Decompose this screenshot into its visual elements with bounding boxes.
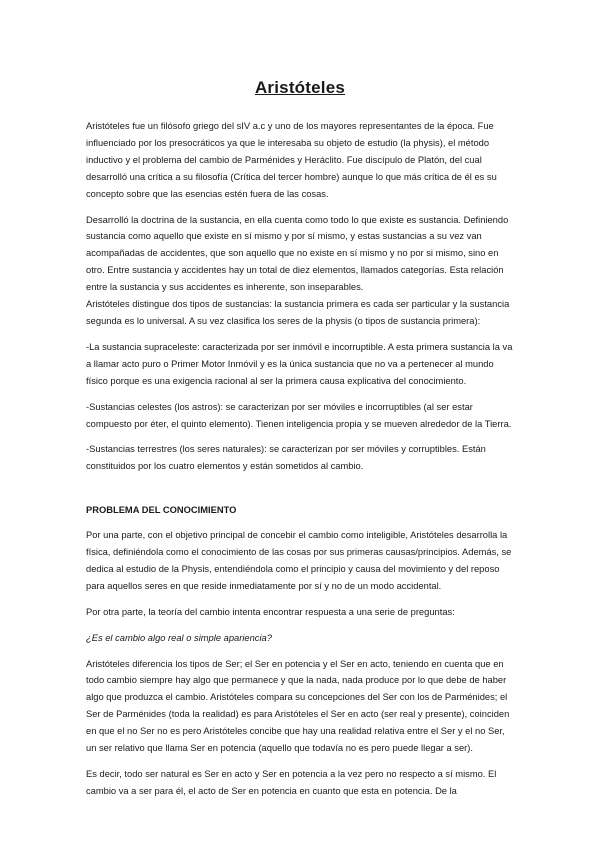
paragraph-supraceleste: -La sustancia supraceleste: caracterizada por ser inmóvil e incorruptible. A esta primera sustancia la va a llamar acto puro o Primer Motor Inmóvil y es la única sustancia que no va a pertenecer al mundo físico porque es una exigencia racional al ser la primera causa explicativa del conocimiento.	[86, 341, 513, 386]
paragraph-celestes: -Sustancias celestes (los astros): se caracterizan por ser móviles e incorruptibles (al ser estar compuesto por éter, el quinto elemento). Tienen inteligencia propia y se mueven alrededor de la Tierra.	[86, 401, 512, 429]
document-title: Aristóteles	[254, 78, 346, 97]
paragraph-ser-natural: Es decir, todo ser natural es Ser en acto y Ser en potencia a la vez pero no respecto a sí mismo. El cambio va a ser para él, el acto de Ser en potencia en cuanto que esta en potencia. De la	[86, 769, 497, 796]
section-heading: PROBLEMA DEL CONOCIMIENTO	[86, 505, 237, 516]
paragraph-teoria-cambio: Por otra parte, la teoría del cambio intenta encontrar respuesta a una serie de preguntas:	[86, 606, 455, 617]
paragraph-ser-potencia-acto: Aristóteles diferencia los tipos de Ser; el Ser en potencia y el Ser en acto, teniendo en cuenta que en todo cambio siempre hay algo que permanece y que la nada, nada produce por lo que debe de haber algo que produzca el cambio. Aristóteles compara su concepciones del Ser con los de Parménides; el Ser de Parménides (toda la realidad) es para Aristóteles el Ser en acto (ser real y presente), coinciden en que el no Ser no es pero Aristóteles concibe que hay una realidad relativa entre el Ser y el no Ser, un ser relativo que llama Ser en potencia (aquello que todavía no es pero puede llegar a ser).	[86, 658, 510, 754]
paragraph-intro: Aristóteles fue un filósofo griego del sIV a.c y uno de los mayores representantes de la época. Fue influenciado por los presocráticos ya que le interesaba su objeto de estudio (la physis), el método inductivo y el problema del cambio de Parménides y Heráclito. Fue discípulo de Platón, del cual desarrolló una crítica a su filosofía (Crítica del tercer hombre) aunque lo que más crítica de él es su concepto sobre que las esencias estén fuera de las cosas.	[86, 121, 497, 199]
paragraph-substance-doctrine: Desarrolló la doctrina de la sustancia, en ella cuenta como todo lo que existe es sustancia. Definiendo sustancia como aquello que existe en sí mismo y por sí mismo, y estas sustancias a su vez van acompañadas de accidentes, que son aquello que no existe en sí mismo y no por si mismo, sino en otro. Entre sustancia y accidentes hay un total de diez elementos, llamados categorías. Esta relación entre la sustancia y sus accidentes es inherente, son inseparables.	[86, 214, 509, 293]
paragraph-terrestres: -Sustancias terrestres (los seres naturales): se caracterizan por ser móviles y corruptibles. Están constituidos por los cuatro elementos y están sometidos al cambio.	[86, 444, 486, 472]
paragraph-fisica: Por una parte, con el objetivo principal de concebir el cambio como inteligible, Aristóteles desarrolla la física, definiéndola como el conocimiento de las cosas por sus primeras causas/principios. Además, se dedica al estudio de la Physis, entendiéndola como el principio y causa del movimiento y del reposo para aquellos seres en que reside inmediatamente por sí y no de un modo accidental.	[86, 530, 512, 591]
paragraph-substance-types: Aristóteles distingue dos tipos de sustancias: la sustancia primera es cada ser particular y la sustancia segunda es lo universal. A su vez clasifica los seres de la physis (o tipos de sustancia primera):	[86, 299, 510, 326]
question-line: ¿Es el cambio algo real o simple apariencia?	[86, 632, 272, 643]
